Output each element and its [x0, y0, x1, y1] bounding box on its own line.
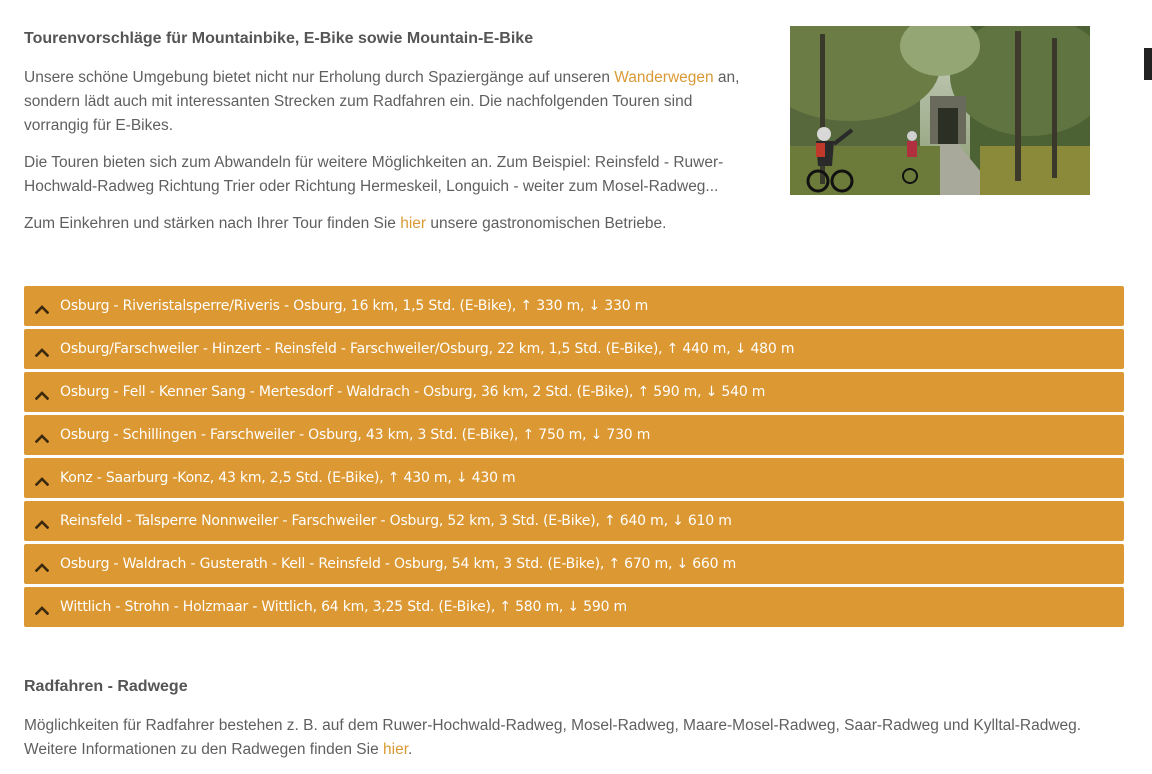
chevron-up-icon: [35, 344, 49, 354]
radwege-paragraph: [24, 714, 1134, 762]
tour-label: Osburg - Riveristalsperre/Riveris - Osburg, 16 km, 1,5 Std. (E-Bike), ↑ 330 m, ↓ 330 m: [60, 298, 649, 314]
cyclists-photo: [790, 26, 1090, 195]
radwege-heading: Radfahren - Radwege: [24, 678, 188, 695]
side-tab[interactable]: [1144, 48, 1152, 80]
gastronomie-link[interactable]: hier: [400, 215, 427, 232]
radwege-p1-text: Möglichkeiten für Radfahrer bestehen z. B. auf dem Ruwer-Hochwald-Radweg, Mosel-Radweg, Maare-Mosel-Radweg, Saar-Radweg und Kylltal-Radweg.: [24, 717, 1082, 734]
tour-label: Osburg - Schillingen - Farschweiler - Osburg, 43 km, 3 Std. (E-Bike), ↑ 750 m, ↓ 730 m: [60, 427, 651, 443]
chevron-up-icon: [35, 516, 49, 526]
radwege-section: [24, 676, 1134, 762]
radwege-link[interactable]: hier: [383, 741, 409, 758]
tour-label: Wittlich - Strohn - Holzmaar - Wittlich, 64 km, 3,25 Std. (E-Bike), ↑ 580 m, ↓ 590 m: [60, 599, 627, 615]
intro-p3-text-after: unsere gastronomischen Betriebe.: [426, 215, 667, 232]
intro-paragraph-3: [24, 212, 754, 236]
cyclists-photo-illustration: [790, 26, 1090, 195]
tour-accordion-item[interactable]: [24, 286, 1124, 326]
tour-accordion-item[interactable]: [24, 458, 1124, 498]
tour-accordion-item[interactable]: [24, 544, 1124, 584]
tour-label: Konz - Saarburg -Konz, 43 km, 2,5 Std. (E-Bike), ↑ 430 m, ↓ 430 m: [60, 470, 516, 486]
tour-label: Reinsfeld - Talsperre Nonnweiler - Farschweiler - Osburg, 52 km, 3 Std. (E-Bike), ↑ 640 m, ↓ 610 m: [60, 513, 732, 529]
chevron-up-icon: [35, 602, 49, 612]
tour-accordion-item[interactable]: [24, 372, 1124, 412]
intro-p1-text-after: an, sondern lädt auch mit interessanten Strecken zum Radfahren ein. Die nachfolgenden Touren sind vorrangig für E-Bikes.: [24, 69, 740, 134]
tour-label: Osburg - Waldrach - Gusterath - Kell - Reinsfeld - Osburg, 54 km, 3 Std. (E-Bike), ↑ 670 m, ↓ 660 m: [60, 556, 737, 572]
radwege-p2-text-after: .: [408, 741, 413, 758]
wanderwege-link[interactable]: Wanderwegen: [614, 69, 714, 86]
intro-paragraph-1: [24, 66, 754, 138]
intro-p1-text: Unsere schöne Umgebung bietet nicht nur Erholung durch Spaziergänge auf unseren: [24, 69, 615, 86]
intro-heading: Tourenvorschläge für Mountainbike, E-Bike sowie Mountain-E-Bike: [24, 30, 534, 47]
chevron-up-icon: [35, 559, 49, 569]
tour-accordion-item[interactable]: [24, 415, 1124, 455]
tour-label: Osburg - Fell - Kenner Sang - Mertesdorf - Waldrach - Osburg, 36 km, 2 Std. (E-Bike), ↑ 590 m, ↓ 540 m: [60, 384, 766, 400]
tour-accordion: [24, 286, 1124, 630]
intro-p3-text: Zum Einkehren und stärken nach Ihrer Tour finden Sie: [24, 215, 401, 232]
chevron-up-icon: [35, 430, 49, 440]
intro-section: [24, 28, 754, 249]
radwege-p2-text: Weitere Informationen zu den Radwegen finden Sie: [24, 741, 384, 758]
intro-paragraph-2: Die Touren bieten sich zum Abwandeln für weitere Möglichkeiten an. Zum Beispiel: Reinsfeld - Ruwer-Hochwald-Radweg Richtung Trier oder Richtung Hermeskeil, Longuich - weiter zum Mosel-Radweg...: [24, 154, 724, 195]
chevron-up-icon: [35, 387, 49, 397]
tour-accordion-item[interactable]: [24, 587, 1124, 627]
tour-accordion-item[interactable]: [24, 329, 1124, 369]
tour-accordion-item[interactable]: [24, 501, 1124, 541]
chevron-up-icon: [35, 301, 49, 311]
tour-label: Osburg/Farschweiler - Hinzert - Reinsfeld - Farschweiler/Osburg, 22 km, 1,5 Std. (E-Bike), ↑ 440 m, ↓ 480 m: [60, 341, 795, 357]
chevron-up-icon: [35, 473, 49, 483]
